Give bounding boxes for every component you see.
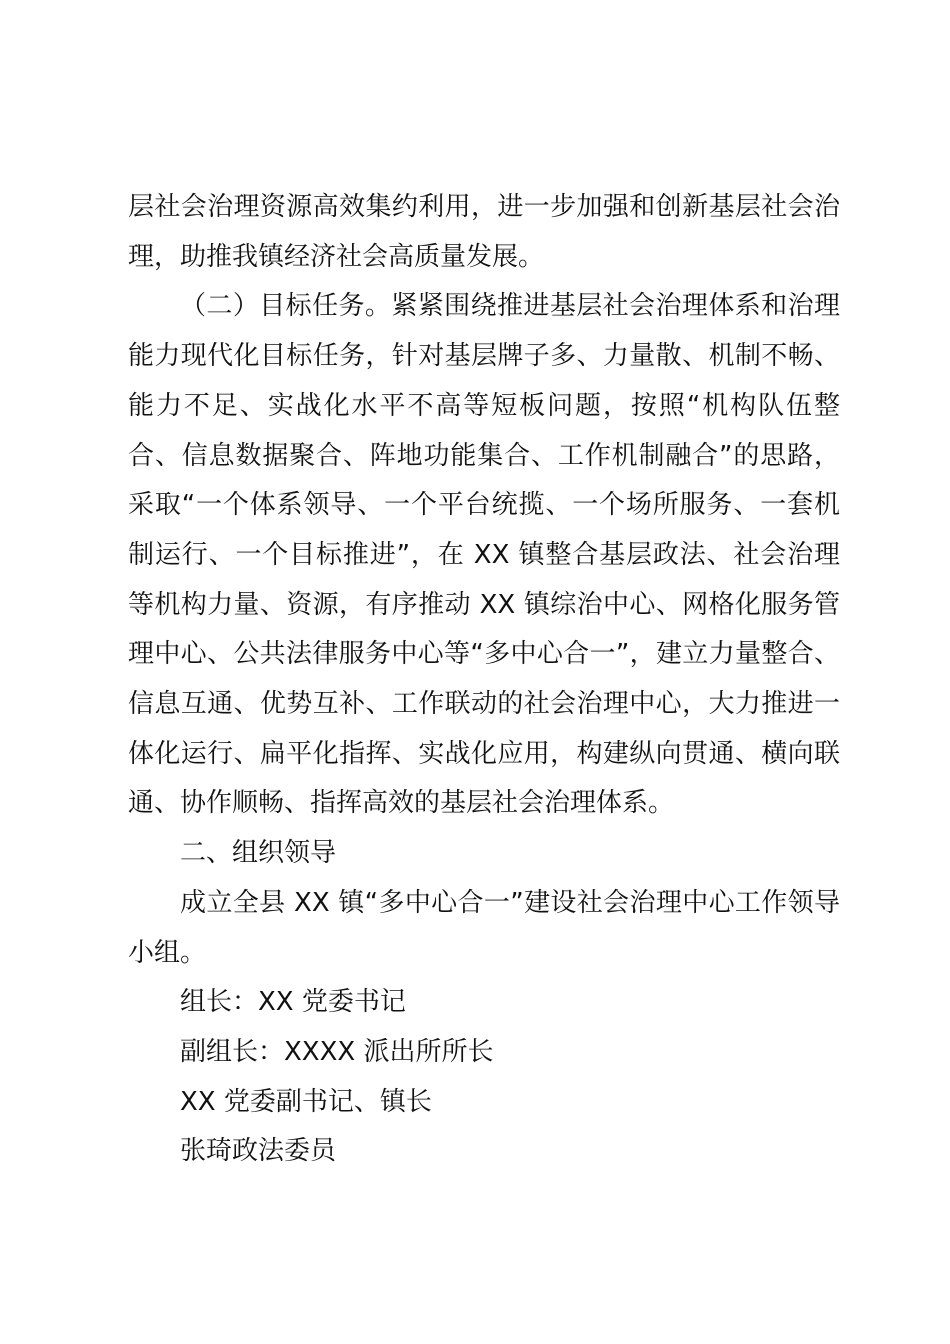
document-body (128, 183, 840, 1177)
section-heading-organization: 二、组织领导 (180, 838, 337, 869)
member-line: 张琦政法委员 (180, 1136, 337, 1167)
deputy-leader-line: 副组长：XXXX 派出所所长 (180, 1036, 494, 1067)
paragraph-continuation: 层社会治理资源高效集约利用，进一步加强和创新基层社会治理，助推我镇经济社会高质量发展。 (128, 192, 840, 272)
paragraph-leading-group: 成立全县 XX 镇“多中心合一”建设社会治理中心工作领导小组。 (128, 887, 840, 968)
deputy-leader-line-2: XX 党委副书记、镇长 (180, 1086, 432, 1117)
paragraph-target-tasks: （二）目标任务。紧紧围绕推进基层社会治理体系和治理能力现代化目标任务，针对基层牌子多、力量散、机制不畅、能力不足、实战化水平不高等短板问题，按照“机构队伍整合、信息数据聚合、阵地功能集合、工作机制融合”的思路，采取“一个体系领导、一个平台统揽、一个场所服务、一套机制运行、一个目标推进”，在 XX 镇整合基层政法、社会治理等机构力量、资源，有序推动 XX 镇综治中心、网格化服务管理中心、公共法律服务中心等“多中心合一”，建立力量整合、信息互通、优势互补、工作联动的社会治理中心，大力推进一体化运行、扁平化指挥、实战化应用，构建纵向贯通、横向联通、协作顺畅、指挥高效的基层社会治理体系。 (128, 291, 840, 819)
leader-line: 组长：XX 党委书记 (180, 987, 406, 1018)
